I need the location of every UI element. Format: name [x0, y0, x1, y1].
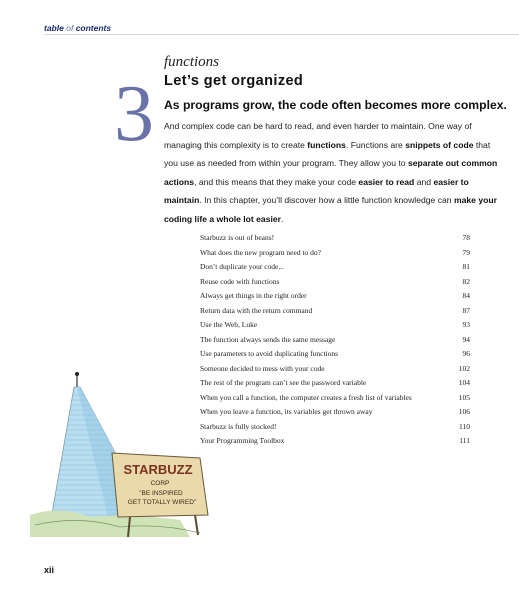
- intro-text: . Functions are: [345, 139, 406, 150]
- toc-entry-title: Use the Web, Luke: [200, 320, 258, 329]
- page-number: xii: [44, 565, 55, 575]
- toc-entry-page: 94: [462, 334, 470, 344]
- intro-text: , and this means that they make your code: [194, 176, 359, 187]
- toc-entry-title: Someone decided to mess with your code: [200, 363, 325, 373]
- toc-row[interactable]: [200, 318, 470, 333]
- toc-entry-title: Your Programming Toolbox: [200, 436, 285, 445]
- building-illustration: [30, 365, 230, 540]
- running-head-suffix: contents: [75, 23, 112, 33]
- running-head-of: of: [66, 23, 74, 33]
- intro-emphasis: functions: [307, 139, 346, 150]
- toc-row[interactable]: [200, 333, 470, 348]
- intro-emphasis: snippets of code: [405, 139, 474, 150]
- toc-entry-title: Return data with the return command: [200, 305, 313, 315]
- chapter-title: Let’s get organized: [164, 73, 304, 89]
- toc-entry-page: 111: [459, 436, 470, 445]
- toc-row[interactable]: [200, 275, 470, 290]
- toc-entry-page: 82: [462, 276, 470, 286]
- header-rule: [44, 34, 519, 35]
- toc-entry-title: The function always sends the same message: [200, 334, 336, 344]
- sign-text-inspired: "BE INSPIRED: [139, 490, 183, 497]
- toc-entry-page: 84: [462, 291, 470, 300]
- running-head: [44, 23, 111, 33]
- toc-entry-title: Don’t duplicate your code...: [200, 262, 285, 271]
- toc-entry-title: The rest of the program can’t see the password variable: [200, 378, 367, 387]
- running-head-prefix: table: [44, 23, 64, 33]
- toc-entry-title: Starbuzz is fully stocked!: [200, 421, 277, 431]
- toc-entry-page: 78: [462, 233, 470, 242]
- toc-row[interactable]: [200, 304, 470, 319]
- toc-entry-title: What does the new program need to do?: [200, 247, 321, 257]
- toc-row[interactable]: [200, 405, 470, 420]
- toc-entry-title: Use parameters to avoid duplicating functions: [200, 349, 339, 358]
- toc-entry-page: 110: [459, 421, 470, 431]
- toc-row[interactable]: [200, 420, 470, 435]
- intro-text: And complex code can be hard to read, and even harder to maintain. One way of managing this complexity is to create: [164, 121, 472, 150]
- sign-text-starbuzz: STARBUZZ: [123, 462, 193, 477]
- toc-list: [200, 231, 470, 449]
- toc-entry-title: Starbuzz is out of beans!: [200, 233, 275, 242]
- toc-entry-page: 96: [462, 349, 470, 358]
- toc-entry-title: When you call a function, the computer creates a fresh list of variables: [200, 392, 412, 402]
- toc-row[interactable]: [200, 434, 470, 449]
- toc-entry-page: 106: [458, 407, 470, 416]
- toc-row[interactable]: [200, 347, 470, 362]
- intro-emphasis: easier to read: [358, 176, 415, 187]
- toc-row[interactable]: [200, 231, 470, 246]
- intro-text: .: [281, 213, 284, 224]
- toc-entry-title: When you leave a function, its variables get thrown away: [200, 407, 373, 416]
- intro-emphasis: easier to maintain: [164, 176, 469, 206]
- toc-row[interactable]: [200, 362, 470, 377]
- toc-entry-page: 104: [458, 378, 470, 387]
- toc-entry-page: 81: [462, 262, 470, 271]
- toc-entry-page: 105: [458, 392, 470, 402]
- intro-text: and: [414, 176, 434, 187]
- chapter-number: 3: [114, 70, 154, 158]
- toc-entry-page: 87: [462, 305, 470, 315]
- intro-text: that you use as needed from within your program. They allow you to: [164, 139, 491, 169]
- toc-entry-page: 79: [462, 247, 470, 257]
- toc-entry-title: Reuse code with functions: [200, 276, 280, 286]
- chapter-label: functions: [164, 54, 219, 70]
- antenna-tip: [75, 372, 79, 376]
- toc-row[interactable]: [200, 391, 470, 406]
- chapter-lead: As programs grow, the code often becomes more complex.: [164, 98, 507, 112]
- sign-text-corp: CORP: [150, 480, 170, 487]
- toc-entry-page: 102: [458, 363, 470, 373]
- toc-row[interactable]: [200, 260, 470, 275]
- sign-text-wired: GET TOTALLY WIRED": [127, 499, 197, 506]
- toc-row[interactable]: [200, 246, 470, 261]
- toc-entry-page: 93: [462, 320, 470, 329]
- intro-text: . In this chapter, you’ll discover how a little function knowledge can: [199, 195, 454, 206]
- intro-emphasis: make your coding life a whole lot easier: [164, 195, 497, 224]
- toc-row[interactable]: [200, 289, 470, 304]
- chapter-intro: [164, 117, 499, 229]
- toc-row[interactable]: [200, 376, 470, 391]
- intro-emphasis: separate out common actions: [164, 158, 498, 187]
- toc-entry-title: Always get things in the right order: [200, 291, 307, 300]
